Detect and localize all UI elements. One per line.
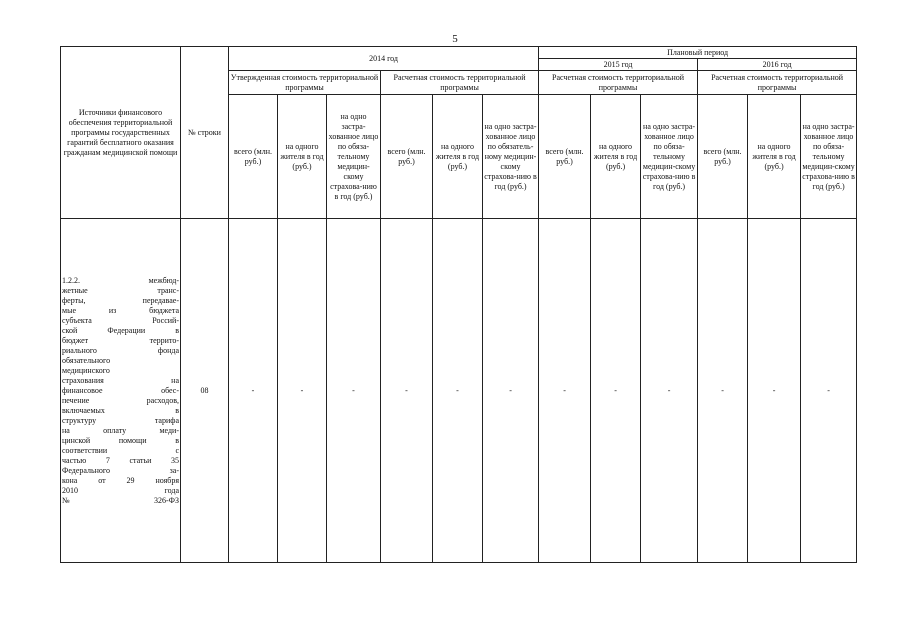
desc-line: ферты, передавае-: [62, 295, 179, 305]
value-cell: -: [698, 219, 748, 563]
desc-line: соответствии с: [62, 445, 179, 455]
desc-line: медицинского: [62, 365, 110, 375]
value-cell: -: [539, 219, 591, 563]
calc-cost-2015-header: Расчетная стоимость территориальной программы: [539, 71, 698, 95]
desc-line: кона от 29 ноября: [62, 475, 179, 485]
desc-line: мые из бюджета: [62, 305, 179, 315]
row-description: [61, 219, 181, 563]
year-2015-header: 2015 год: [539, 59, 698, 71]
planned-period-header: Плановый период: [539, 47, 857, 59]
desc-line: бюджет террито-: [62, 335, 179, 345]
col-header: на одно застра-хованное лицо по обяза-тельному медицин-скому страхова-нию в год (руб.): [801, 95, 857, 219]
calc-cost-2016-header: Расчетная стоимость территориальной программы: [698, 71, 857, 95]
col-header: на одно застра-хованное лицо по обязатель-ному медицин-скому страхова-нию в год (руб.): [483, 95, 539, 219]
financing-table: [60, 46, 857, 563]
desc-line: частью 7 статьи 35: [62, 455, 179, 465]
col-header: на одного жителя в год (руб.): [748, 95, 801, 219]
col-header: всего (млн. руб.): [698, 95, 748, 219]
row-number: 08: [181, 219, 229, 563]
desc-line: субъекта Россий-: [62, 315, 179, 325]
value-cell: -: [381, 219, 433, 563]
col-header: на одного жителя в год (руб.): [278, 95, 327, 219]
value-cell: -: [801, 219, 857, 563]
desc-line: страхования на: [62, 375, 179, 385]
desc-line: риального фонда: [62, 345, 179, 355]
value-cell: -: [748, 219, 801, 563]
desc-line: обязательного: [62, 355, 111, 365]
desc-line: структуру тарифа: [62, 415, 179, 425]
desc-line: на оплату меди-: [62, 425, 179, 435]
year-2016-header: 2016 год: [698, 59, 857, 71]
calc-cost-2014-header: Расчетная стоимость территориальной программы: [381, 71, 539, 95]
desc-line: печение расходов,: [62, 395, 179, 405]
desc-line: 1.2.2. межбюд-: [62, 275, 179, 285]
value-cell: -: [483, 219, 539, 563]
desc-line: № 326-ФЗ: [62, 495, 179, 505]
desc-line: ской Федерации в: [62, 325, 179, 335]
table-row: [61, 219, 857, 563]
col-header: всего (млн. руб.): [539, 95, 591, 219]
value-cell: -: [641, 219, 698, 563]
col-header: на одного жителя в год (руб.): [591, 95, 641, 219]
col-header: всего (млн. руб.): [229, 95, 278, 219]
value-cell: -: [327, 219, 381, 563]
year-2014-header: 2014 год: [229, 47, 539, 71]
page-number: 5: [452, 33, 458, 45]
col-header: на одного жителя в год (руб.): [433, 95, 483, 219]
col-header: на одно застра-хованное лицо по обяза-тельному медицин-скому страхова-нию в год (руб.): [327, 95, 381, 219]
desc-line: цинской помощи в: [62, 435, 179, 445]
value-cell: -: [229, 219, 278, 563]
col-header: на одно застра-хованное лицо по обяза-тельному медицин-скому страхова-нию в год (руб.): [641, 95, 698, 219]
desc-line: финансовое обес-: [62, 385, 179, 395]
approved-cost-header: Утвержденная стоимость территориальной программы: [229, 71, 381, 95]
desc-line: жетные транс-: [62, 285, 179, 295]
source-header: Источники финансового обеспечения территориальной программы государственных гарантий бесплатного оказания гражданам медицинской помощи: [61, 47, 181, 219]
value-cell: -: [278, 219, 327, 563]
desc-line: включаемых в: [62, 405, 179, 415]
row-number-header: № строки: [181, 47, 229, 219]
desc-line: Федерального за-: [62, 465, 179, 475]
value-cell: -: [433, 219, 483, 563]
value-cell: -: [591, 219, 641, 563]
desc-line: 2010 года: [62, 485, 179, 495]
col-header: всего (млн. руб.): [381, 95, 433, 219]
